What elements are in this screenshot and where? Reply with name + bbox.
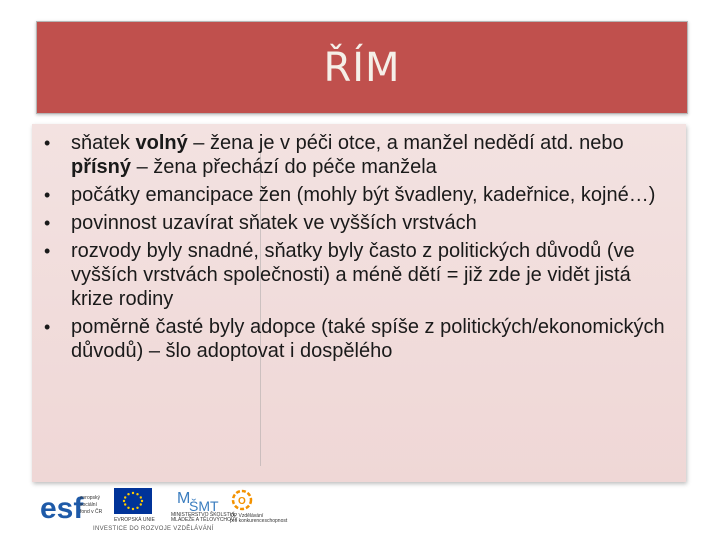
svg-text:ŠMT: ŠMT [189,498,219,514]
op-vk-logo [228,488,298,524]
msmt-line-2: MLÁDEŽE A TĚLOVÝCHOVY [171,517,238,522]
bullet-text: poměrně časté byly adopce (také spíše z politických/ekonomických důvodů) – šlo adoptovat i dospělého [71,316,665,362]
bullet-text: sňatek [71,132,136,154]
bullet-text: – žena přechází do péče manžela [131,156,437,178]
slide-content-box [32,124,686,482]
svg-text:O: O [238,496,246,507]
bullet-dot-icon: • [44,133,51,153]
bullet-text: rozvody byly snadné, sňatky byly často z politických důvodů (ve vyšších vrstvách společnosti) a méně dětí = již zde je vidět jistá krize rodiny [71,240,635,310]
bullet-bold-term: volný [135,132,188,154]
bullet-item [42,315,672,363]
esf-line-2: sociální [80,502,97,508]
esf-logo [40,488,106,524]
bullet-item [42,239,672,311]
bullet-dot-icon: • [44,241,51,261]
bullet-bold-term: přísný [71,156,132,178]
bullet-text: povinnost uzavírat sňatek ve vyšších vrstvách [71,212,477,234]
footer-logos [40,486,680,536]
bullet-dot-icon: • [44,185,51,205]
bullet-dot-icon: • [44,317,51,337]
msmt-line-1: MINISTERSTVO ŠKOLSTVÍ, [171,512,236,518]
bullet-text: – žena je v péči otce, a manžel nedědí atd. nebo [187,132,624,154]
op-line-2: pro konkurenceschopnost [230,518,288,524]
op-line-1: OP Vzdělávání [230,513,264,519]
bullet-item [42,183,672,207]
svg-text:esf: esf [40,492,84,524]
eu-caption: EVROPSKÁ UNIE [114,517,155,523]
slide-title: ŘÍM [323,44,401,91]
esf-line-1: evropský [80,495,101,501]
bullet-dot-icon: • [44,213,51,233]
esf-line-3: fond v ČR [80,509,103,515]
bullet-list [42,131,672,363]
svg-text:M: M [177,490,191,507]
bullet-item [42,131,672,179]
bullet-text: počátky emancipace žen (mohly být švadleny, kadeřnice, kojné…) [71,184,656,206]
footer-caption: INVESTICE DO ROZVOJE VZDĚLÁVÁNÍ [93,526,214,532]
slide-title-bar [36,21,688,114]
bullet-item [42,211,672,235]
